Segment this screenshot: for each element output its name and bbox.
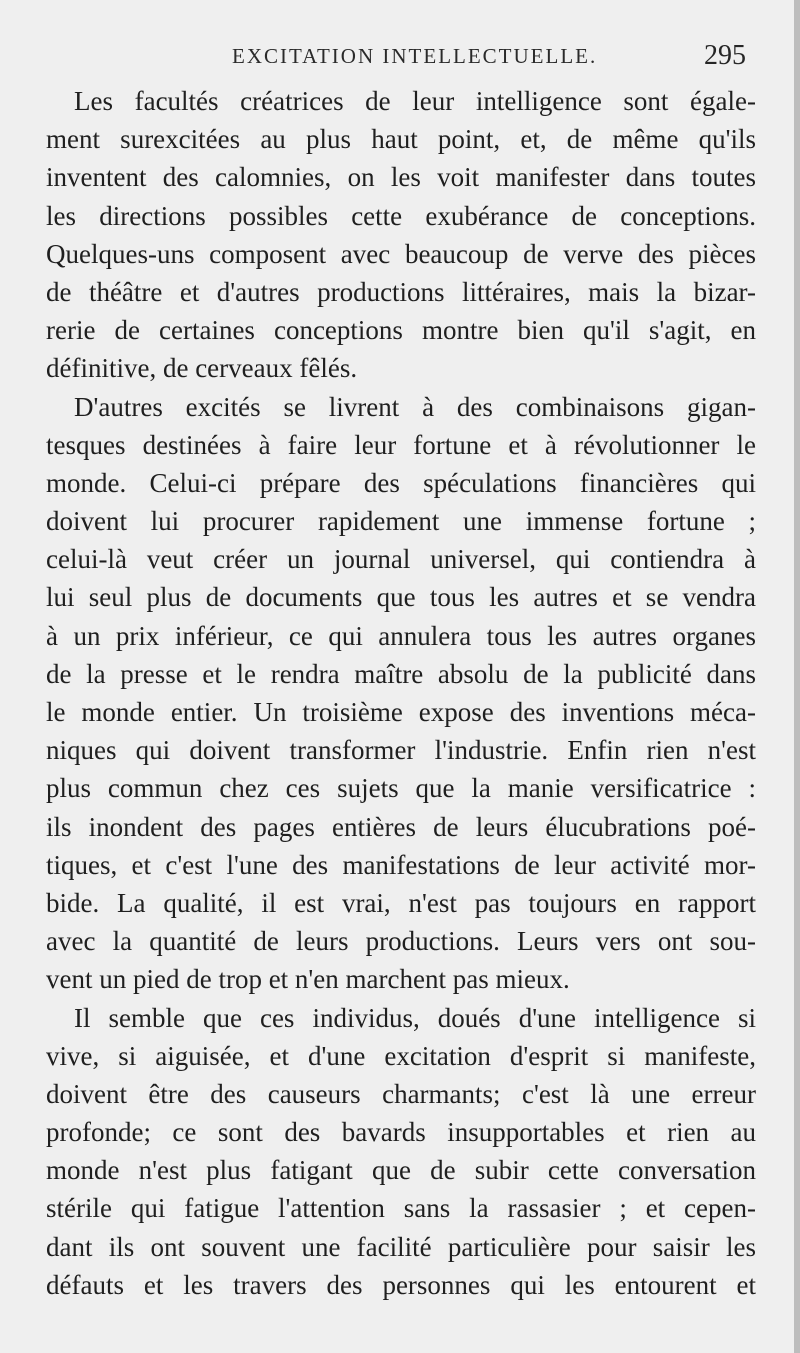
text-line: de la presse et le rendra maître absolu de la publicité dans: [46, 658, 756, 689]
text-line: avec la quantité de leurs productions. Leurs vers ont sou-: [46, 926, 756, 957]
text-line: tiques, et c'est l'une des manifestations de leur activité mor-: [46, 849, 756, 880]
text-line: dant ils ont souvent une facilité particulière pour saisir les: [46, 1231, 756, 1262]
text-line: ils inondent des pages entières de leurs élucubrations poé-: [46, 811, 756, 842]
text-line: monde. Celui-ci prépare des spéculations financières qui: [46, 467, 756, 498]
text-line: profonde; ce sont des bavards insupportables et rien au: [46, 1117, 756, 1148]
text-line: stérile qui fatigue l'attention sans la rassasier ; et cepen-: [46, 1193, 756, 1224]
text-line: le monde entier. Un troisième expose des inventions méca-: [46, 697, 756, 727]
text-line: vent un pied de trop et n'en marchent pas mieux.: [46, 964, 570, 995]
text-line: Il semble que ces individus, doués d'une intelligence si: [74, 1002, 756, 1033]
text-line: Quelques-uns composent avec beaucoup de verve des pièces: [46, 238, 756, 269]
text-line: bide. La qualité, il est vrai, n'est pas toujours en rapport: [46, 887, 756, 918]
text-line: celui-là veut créer un journal universel, qui contiendra à: [46, 544, 756, 575]
text-line: défauts et les travers des personnes qui les entourent et: [46, 1269, 756, 1300]
text-line: plus commun chez ces sujets que la manie versificatrice :: [46, 773, 756, 804]
text-line: à un prix inférieur, ce qui annulera tous les autres organes: [46, 620, 756, 651]
text-line: niques qui doivent transformer l'industrie. Enfin rien n'est: [46, 735, 756, 766]
text-line: Les facultés créatrices de leur intelligence sont égale-: [74, 86, 756, 116]
text-line: monde n'est plus fatigant que de subir cette conversation: [46, 1155, 756, 1186]
page-number: 295: [704, 40, 746, 71]
text-line: inventent des calomnies, on les voit manifester dans toutes: [46, 162, 756, 193]
text-line: rerie de certaines conceptions montre bien qu'il s'agit, en: [46, 315, 756, 346]
text-line: D'autres excités se livrent à des combinaisons gigan-: [74, 391, 756, 422]
text-line: vive, si aiguisée, et d'une excitation d'esprit si manifeste,: [46, 1040, 756, 1071]
text-line: doivent lui procurer rapidement une immense fortune ;: [46, 506, 756, 537]
text-line: tesques destinées à faire leur fortune et à révolutionner le: [46, 429, 756, 460]
running-head: [0, 40, 800, 74]
text-line: lui seul plus de documents que tous les autres et se vendra: [46, 582, 756, 613]
text-line: doivent être des causeurs charmants; c'est là une erreur: [46, 1078, 756, 1109]
running-title: EXCITATION INTELLECTUELLE.: [232, 44, 598, 68]
text-line: les directions possibles cette exubérance de conceptions.: [46, 200, 756, 231]
text-line: définitive, de cerveaux fêlés.: [46, 353, 358, 384]
text-line: de théâtre et d'autres productions littéraires, mais la bizar-: [46, 276, 756, 307]
text-line: ment surexcitées au plus haut point, et, de même qu'ils: [46, 124, 756, 155]
body-text: [46, 82, 756, 1304]
